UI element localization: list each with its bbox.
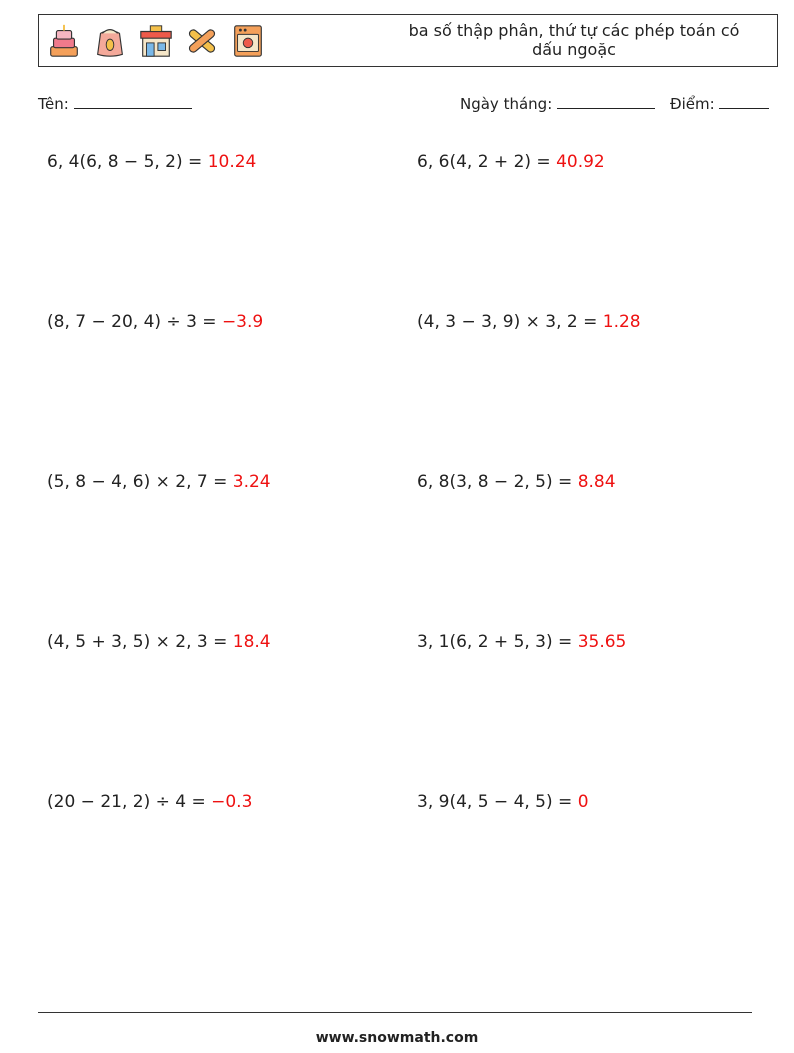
footer-url[interactable]: www.snowmath.com bbox=[315, 1030, 479, 1046]
problem-expression: 3, 1(6, 2 + 5, 3) = bbox=[417, 632, 578, 652]
problem-expression: (8, 7 − 20, 4) ÷ 3 = bbox=[47, 312, 222, 332]
name-label: Tên: bbox=[38, 95, 69, 113]
problem-10 bbox=[417, 792, 589, 812]
name-field bbox=[38, 94, 192, 113]
date-field bbox=[460, 94, 655, 113]
problem-expression: 6, 8(3, 8 − 2, 5) = bbox=[417, 472, 578, 492]
problem-answer: −3.9 bbox=[221, 312, 264, 332]
rolling-pin-icon bbox=[183, 22, 221, 60]
name-blank-line bbox=[74, 94, 192, 109]
problem-answer: −0.3 bbox=[211, 792, 253, 812]
date-label: Ngày tháng: bbox=[460, 95, 553, 113]
problem-4 bbox=[417, 312, 641, 332]
bakery-shop-icon bbox=[137, 22, 175, 60]
problem-answer: 40.92 bbox=[556, 152, 605, 172]
problem-expression: 6, 4(6, 8 − 5, 2) = bbox=[47, 152, 208, 172]
footer-divider bbox=[38, 1012, 752, 1013]
worksheet-title bbox=[389, 21, 759, 59]
problem-expression: (4, 5 + 3, 5) × 2, 3 = bbox=[47, 632, 233, 652]
problem-7 bbox=[47, 632, 271, 652]
problem-answer: 3.24 bbox=[232, 472, 271, 492]
problem-expression: (20 − 21, 2) ÷ 4 = bbox=[47, 792, 212, 812]
date-blank-line bbox=[557, 94, 655, 109]
score-field bbox=[670, 94, 769, 113]
oven-icon bbox=[229, 22, 267, 60]
problem-answer: 1.28 bbox=[602, 312, 641, 332]
worksheet-header bbox=[38, 14, 778, 67]
cake-icon bbox=[45, 22, 83, 60]
problem-expression: (4, 3 − 3, 9) × 3, 2 = bbox=[417, 312, 603, 332]
header-icons bbox=[45, 22, 267, 60]
problem-expression: 3, 9(4, 5 − 4, 5) = bbox=[417, 792, 578, 812]
problem-9 bbox=[47, 792, 252, 812]
problem-6 bbox=[417, 472, 616, 492]
problem-answer: 35.65 bbox=[577, 632, 627, 652]
problem-answer: 0 bbox=[577, 792, 589, 812]
problem-answer: 8.84 bbox=[577, 472, 616, 492]
problem-expression: 6, 6(4, 2 + 2) = bbox=[417, 152, 557, 172]
problem-1 bbox=[47, 152, 256, 172]
score-blank-line bbox=[719, 94, 769, 109]
title-line-1: ba số thập phân, thứ tự các phép toán có bbox=[408, 21, 740, 40]
problem-expression: (5, 8 − 4, 6) × 2, 7 = bbox=[47, 472, 233, 492]
problem-8 bbox=[417, 632, 626, 652]
problem-3 bbox=[47, 312, 263, 332]
problem-2 bbox=[417, 152, 605, 172]
problem-answer: 18.4 bbox=[232, 632, 271, 652]
title-line-2: dấu ngoặc bbox=[532, 40, 616, 59]
problem-answer: 10.24 bbox=[207, 152, 257, 172]
score-label: Điểm: bbox=[670, 95, 715, 113]
flour-sack-icon bbox=[91, 22, 129, 60]
problem-5 bbox=[47, 472, 271, 492]
